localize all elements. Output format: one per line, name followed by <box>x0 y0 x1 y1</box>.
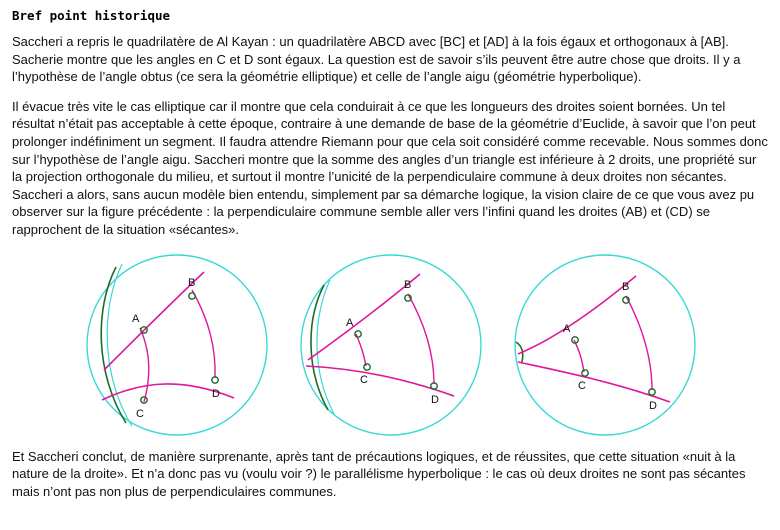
figure-1 <box>74 250 280 440</box>
label-c: C <box>360 373 368 386</box>
geodesic-ac <box>356 334 366 366</box>
label-d: D <box>431 393 439 406</box>
label-a: A <box>563 322 571 335</box>
point-a <box>355 330 361 336</box>
label-a: A <box>346 316 354 329</box>
geodesic-bd <box>192 290 215 378</box>
geodesic-ac <box>140 328 149 402</box>
paragraph-1: Saccheri a repris le quadrilatère de Al Kayan : un quadrilatère ABCD avec [BC] et [AD] à la fois égaux et orthogonaux à [AB]. Sacherie montre que les angles en C et D sont égaux. La question est de savoir s’ils peuvent être autre chose que droits. Il y a l’hypothèse de l’angle obtus (ce sera la géométrie elliptique) et celle de l’angle aigu (géométrie hyperbolique). <box>12 34 741 85</box>
geodesic-ac <box>574 340 584 372</box>
page-title: Bref point historique <box>12 8 171 23</box>
point-c <box>582 369 588 375</box>
label-c: C <box>136 407 144 420</box>
label-d: D <box>212 387 220 400</box>
figure-2 <box>288 250 494 440</box>
poincare-disk-boundary <box>87 255 267 435</box>
label-b: B <box>188 276 196 289</box>
geodesic-bd <box>626 296 652 390</box>
label-b: B <box>622 280 630 293</box>
geodesic-cd <box>518 362 670 402</box>
label-c: C <box>578 379 586 392</box>
figure-row <box>12 250 770 440</box>
point-b <box>189 292 195 298</box>
geodesic-cd <box>306 366 454 396</box>
label-b: B <box>404 278 412 291</box>
label-d: D <box>649 399 657 412</box>
figure-3 <box>502 250 708 440</box>
geodesic-bd <box>408 294 434 384</box>
label-a: A <box>132 312 140 325</box>
paragraph-2: Il évacue très vite le cas elliptique car il montre que cela conduirait à ce que les longueurs des droites soient bornées. Un tel résultat n’était pas acceptable à cette époque, contraire à une demande de base de la géométrie d’Euclide, à savoir que l’on peut prolonger indéfiniment un segment. Il faudra attendre Riemann pour que cela soit considéré comme recevable. Nous sommes donc sur l’hypothèse de l’angle aigu. Saccheri montre que la somme des angles d’un triangle est inférieure à 2 droits, une propriété sur la projection orthogonale du milieu, et surtout il montre l’unicité de la perpendiculaire commune à deux droites non sécantes. Saccheri a alors, sans aucun modèle bien entendu, simplement par sa démarche logique, la vision claire de ce que vous avez pu observer sur la figure précédente : la perpendiculaire commune semble aller vers l’infini quand les droites (AB) et (CD) se rapprochent de la situation «sécantes». <box>12 98 768 237</box>
closing-paragraph: Et Saccheri conclut, de manière surprenante, après tant de précautions logiques, et de réussites, que cette situation «nuit à la nature de la droite». Et n’a donc pas vu (voulu voir ?) le parallélisme hyperbolique : le cas où deux droites ne sont pas sécantes mais n’ont pas non plus de perpendiculaires communes. <box>12 448 746 499</box>
poincare-disk-boundary <box>515 255 695 435</box>
point-c <box>364 363 370 369</box>
